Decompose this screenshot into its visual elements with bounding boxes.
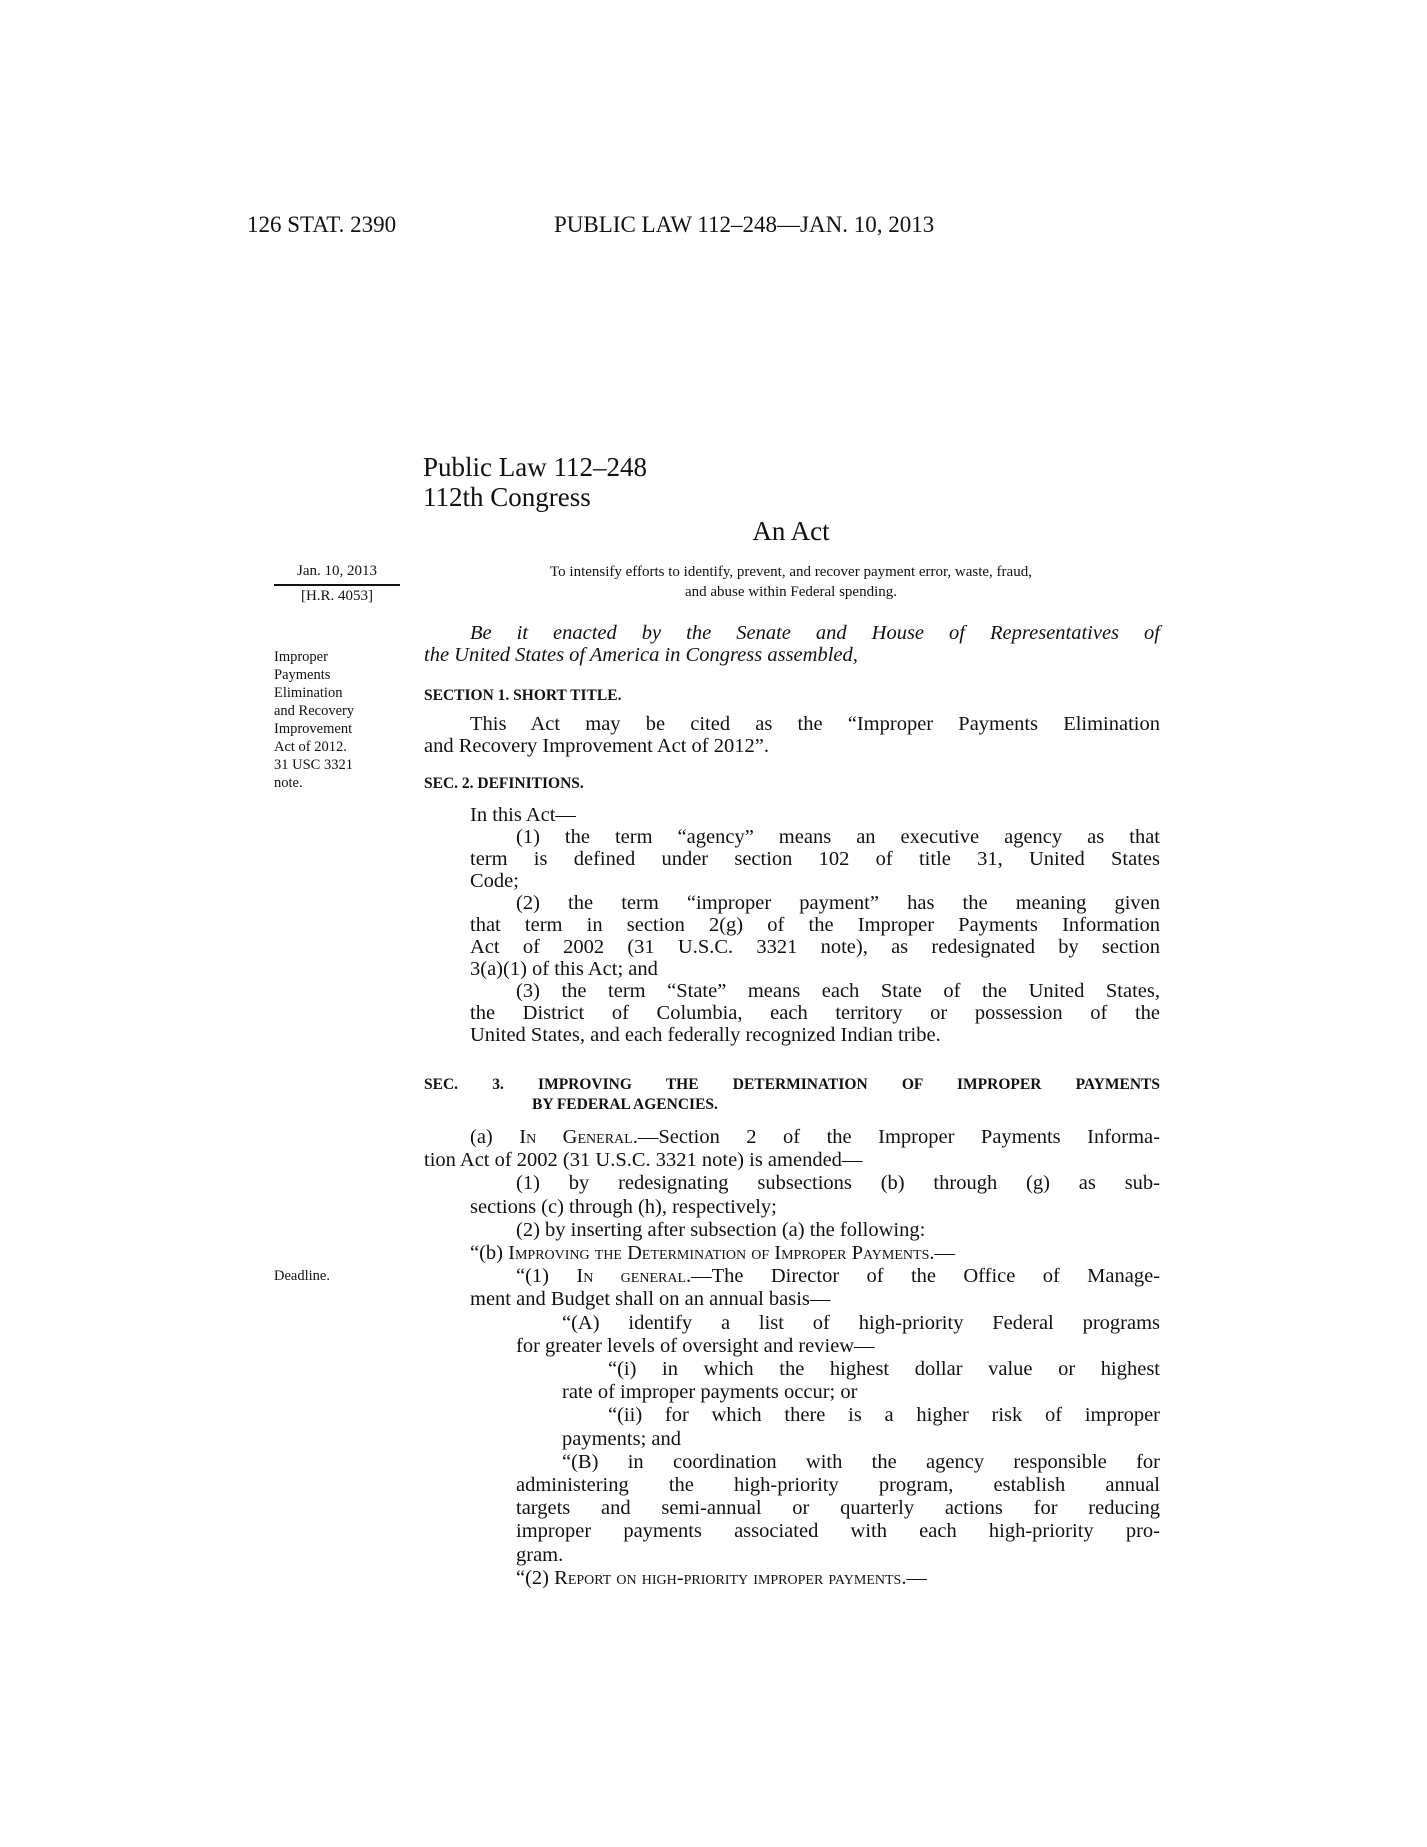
text-line: SECTION 1. SHORT TITLE.	[424, 687, 622, 704]
text-line: payments; and	[562, 1427, 681, 1450]
deadline-margin-note: Deadline.	[274, 1268, 330, 1284]
text-segment: “(2)	[516, 1566, 555, 1589]
text-line: (1) the term “agency” means an executive agency as that	[516, 826, 1160, 848]
purpose-line: To intensify efforts to identify, prevent, and recover payment error, waste, fraud,	[550, 564, 1032, 580]
text-line: 3(a)(1) of this Act; and	[470, 958, 658, 980]
text-line: Code;	[470, 870, 519, 892]
stat-page-number: 126 STAT. 2390	[247, 212, 397, 237]
margin-note-line: Elimination	[274, 685, 343, 701]
margin-note-line: 31 USC 3321	[274, 757, 353, 773]
enactment-date: Jan. 10, 2013	[297, 563, 377, 579]
text-segment: “(b)	[470, 1242, 509, 1264]
text-line: for greater levels of oversight and review—	[516, 1334, 875, 1357]
text-line: SEC. 2. DEFINITIONS.	[424, 775, 584, 792]
running-title: PUBLIC LAW 112–248—JAN. 10, 2013	[554, 212, 935, 237]
text-line: ment and Budget shall on an annual basis—	[470, 1288, 831, 1311]
act-label: An Act	[752, 516, 830, 546]
text-line	[470, 1126, 1160, 1148]
text-line: term is defined under section 102 of title 31, United States	[470, 848, 1160, 870]
small-caps-heading: In General	[519, 1126, 633, 1148]
text-segment: .—The Director of the Office of Manage-	[686, 1265, 1160, 1288]
small-caps-heading: In general	[576, 1265, 686, 1288]
purpose-line: and abuse within Federal spending.	[684, 584, 898, 600]
text-segment: (a)	[470, 1126, 520, 1148]
text-line: “(B) in coordination with the agency responsible for	[562, 1450, 1160, 1473]
text-line: that term in section 2(g) of the Improper Payments Information	[470, 914, 1160, 936]
text-line: and Recovery Improvement Act of 2012”.	[424, 735, 769, 757]
margin-note-line: Improper	[274, 649, 328, 665]
text-line: This Act may be cited as the “Improper Payments Elimination	[470, 713, 1160, 735]
text-line	[516, 1265, 1160, 1287]
margin-note-line: Payments	[274, 667, 331, 683]
text-line: rate of improper payments occur; or	[562, 1381, 858, 1404]
text-line: “(A) identify a list of high-priority Federal programs	[562, 1311, 1160, 1334]
text-line: In this Act—	[470, 804, 576, 826]
text-line: United States, and each federally recognized Indian tribe.	[470, 1024, 941, 1046]
text-line: (1) by redesignating subsections (b) through (g) as sub-	[516, 1172, 1160, 1195]
text-segment: “(1)	[516, 1265, 577, 1288]
margin-note-line: Act of 2012.	[274, 739, 347, 755]
text-line: (2) by inserting after subsection (a) the following:	[516, 1218, 926, 1241]
text-line: BY FEDERAL AGENCIES.	[532, 1096, 718, 1113]
congress: 112th Congress	[423, 482, 591, 512]
text-line	[516, 1567, 1160, 1589]
text-line: tion Act of 2002 (31 U.S.C. 3321 note) is amended—	[424, 1149, 863, 1172]
text-line: the United States of America in Congress assembled,	[424, 644, 858, 666]
text-line: targets and semi-annual or quarterly actions for reducing	[516, 1497, 1160, 1520]
margin-note-line: Improvement	[274, 721, 353, 737]
text-line: improper payments associated with each high-priority pro-	[516, 1520, 1160, 1543]
text-line: the District of Columbia, each territory or possession of the	[470, 1002, 1160, 1024]
small-caps-heading: Report on high-priority improper payments	[554, 1566, 902, 1589]
law-number: Public Law 112–248	[423, 452, 647, 482]
text-line: administering the high-priority program, establish annual	[516, 1474, 1160, 1496]
text-line: (3) the term “State” means each State of the United States,	[516, 980, 1160, 1002]
text-segment: .—	[929, 1242, 955, 1264]
bill-number: [H.R. 4053]	[300, 588, 374, 604]
margin-note-line: note.	[274, 775, 303, 791]
text-line	[470, 1242, 1160, 1264]
margin-note-line: and Recovery	[274, 703, 355, 719]
text-line: Act of 2002 (31 U.S.C. 3321 note), as redesignated by section	[470, 936, 1160, 958]
text-line: Be it enacted by the Senate and House of Representatives of	[470, 622, 1160, 644]
text-line: “(i) in which the highest dollar value or highest	[608, 1358, 1160, 1380]
margin-divider	[274, 584, 400, 586]
text-segment: .—	[901, 1566, 927, 1589]
text-line: (2) the term “improper payment” has the meaning given	[516, 892, 1160, 914]
text-segment: .—Section 2 of the Improper Payments Informa-	[632, 1126, 1160, 1148]
small-caps-heading: Improving the Determination of Improper Payments	[508, 1242, 930, 1264]
text-line: sections (c) through (h), respectively;	[470, 1195, 777, 1218]
text-line: gram.	[516, 1543, 564, 1566]
text-line: SEC. 3. IMPROVING THE DETERMINATION OF IMPROPER PAYMENTS	[424, 1076, 1160, 1093]
text-line: “(ii) for which there is a higher risk of improper	[608, 1404, 1160, 1427]
